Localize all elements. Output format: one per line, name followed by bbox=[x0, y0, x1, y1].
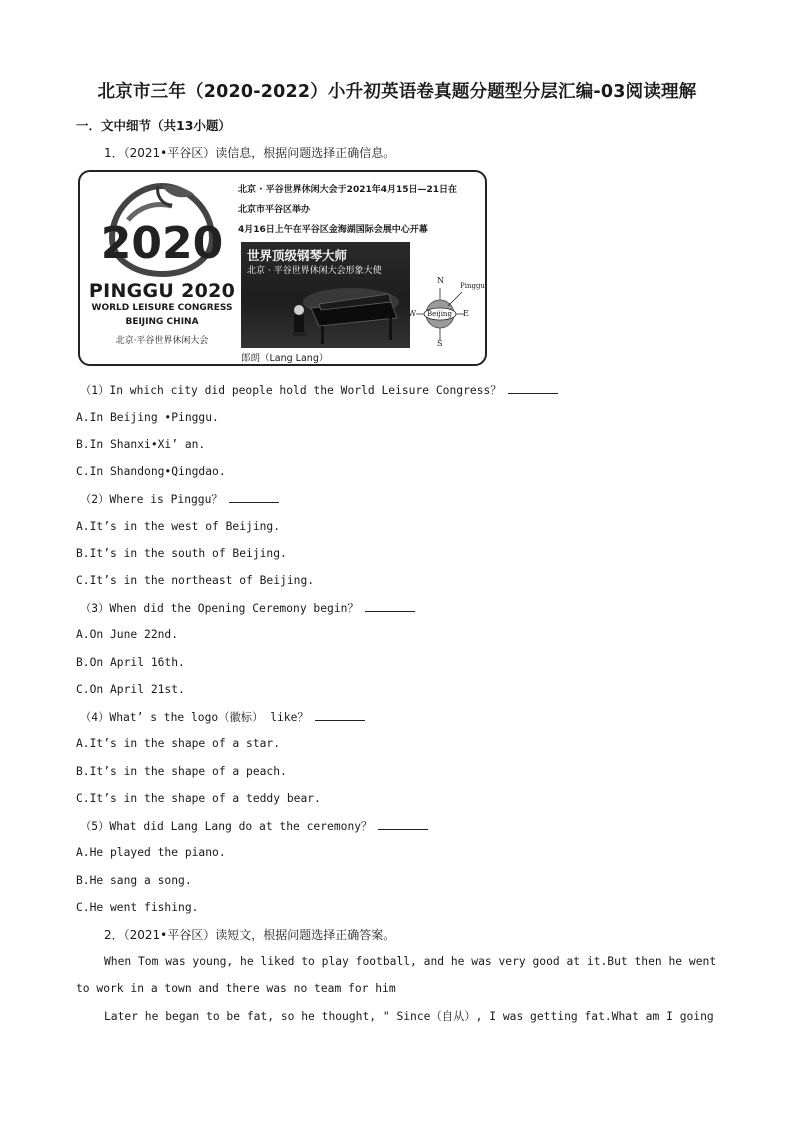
q1-2-option-a: A.It’s in the west of Beijing. bbox=[76, 520, 281, 533]
logo-chinese-name: 北京·平谷世界休闲大会 bbox=[115, 336, 209, 346]
q1-question-5: （5）What did Lang Lang do at the ceremony？ bbox=[80, 819, 428, 834]
q1-1-option-b: B.In Shanxi•Xi’ an. bbox=[76, 438, 206, 451]
document-title: 北京市三年（2020-2022）小升初英语卷真题分题型分层汇编-03阅读理解 bbox=[97, 82, 697, 102]
q1-question-4: （4）What’ s the logo（徽标） like？ bbox=[80, 710, 365, 725]
q1-3-option-c: C.On April 21st. bbox=[76, 683, 185, 696]
compass-center-beijing: Beijing bbox=[427, 310, 452, 318]
poster-info-line-2: 北京市平谷区举办 bbox=[238, 205, 311, 215]
logo-number: 2020 bbox=[100, 218, 224, 269]
photo-caption: 郎朗（Lang Lang） bbox=[241, 353, 329, 364]
section-heading: 一．文中细节（共13小题） bbox=[76, 118, 231, 133]
q1-question-1: （1）In which city did people hold the World Leisure Congress？ bbox=[80, 383, 558, 398]
q1-3-option-b: B.On April 16th. bbox=[76, 656, 185, 669]
answer-blank[interactable] bbox=[378, 819, 428, 830]
peach-logo-icon bbox=[98, 180, 226, 280]
compass-south: S bbox=[437, 339, 443, 348]
q1-question-3: （3）When did the Opening Ceremony begin？ bbox=[80, 601, 415, 616]
logo-name: PINGGU 2020 bbox=[88, 280, 236, 302]
poster-info-line-1: 北京 · 平谷世界休闲大会于2021年4月15日—21日在 bbox=[238, 185, 458, 195]
q1-2-option-b: B.It’s in the south of Beijing. bbox=[76, 547, 287, 560]
piano-icon bbox=[241, 242, 410, 348]
q1-1-option-c: C.In Shandong•Qingdao. bbox=[76, 465, 226, 478]
q1-2-option-c: C.It’s in the northeast of Beijing. bbox=[76, 574, 315, 587]
compass-north: N bbox=[437, 276, 444, 285]
q1-5-option-c: C.He went fishing. bbox=[76, 901, 199, 914]
q1-5-option-b: B.He sang a song. bbox=[76, 874, 192, 887]
answer-blank[interactable] bbox=[229, 492, 279, 503]
q2-passage-line-2: to work in a town and there was no team for him bbox=[76, 982, 396, 995]
q1-4-option-a: A.It’s in the shape of a star. bbox=[76, 737, 281, 750]
answer-blank[interactable] bbox=[365, 601, 415, 612]
question-1-intro: 1．（2021•平谷区）读信息，根据问题选择正确信息。 bbox=[104, 146, 396, 160]
q1-4-option-c: C.It’s in the shape of a teddy bear. bbox=[76, 792, 321, 805]
compass-diagram bbox=[408, 276, 487, 348]
q1-5-option-a: A.He played the piano. bbox=[76, 846, 226, 859]
q1-4-option-b: B.It’s in the shape of a peach. bbox=[76, 765, 287, 778]
compass-target-pinggu: Pinggu bbox=[460, 282, 485, 290]
compass-west: W bbox=[408, 309, 417, 318]
photo-title: 世界顶级钢琴大师 bbox=[247, 248, 348, 263]
poster-info-line-3: 4月16日上午在平谷区金海湖国际会展中心开幕 bbox=[238, 225, 428, 235]
q1-question-2: （2）Where is Pinggu？ bbox=[80, 492, 279, 507]
q1-1-option-a: A.In Beijing •Pinggu. bbox=[76, 411, 219, 424]
q2-passage-line-1: When Tom was young, he liked to play football, and he was very good at it.But then he went bbox=[104, 955, 717, 968]
answer-blank[interactable] bbox=[508, 383, 558, 394]
q2-passage-line-3: Later he began to be fat, so he thought, " Since（自从）, I was getting fat.What am I going bbox=[104, 1010, 714, 1023]
congress-poster bbox=[78, 170, 487, 366]
q1-3-option-a: A.On June 22nd. bbox=[76, 628, 179, 641]
logo-subtitle-2: BEIJING CHINA bbox=[125, 317, 199, 327]
question-2-intro: 2．（2021•平谷区）读短文，根据问题选择正确答案。 bbox=[104, 928, 396, 942]
lang-lang-photo bbox=[241, 242, 410, 348]
answer-blank[interactable] bbox=[315, 710, 365, 721]
photo-subtitle: 北京 · 平谷世界休闲大会形象大使 bbox=[247, 266, 382, 276]
compass-east: E bbox=[463, 309, 469, 318]
logo-subtitle-1: WORLD LEISURE CONGRESS bbox=[91, 303, 233, 313]
